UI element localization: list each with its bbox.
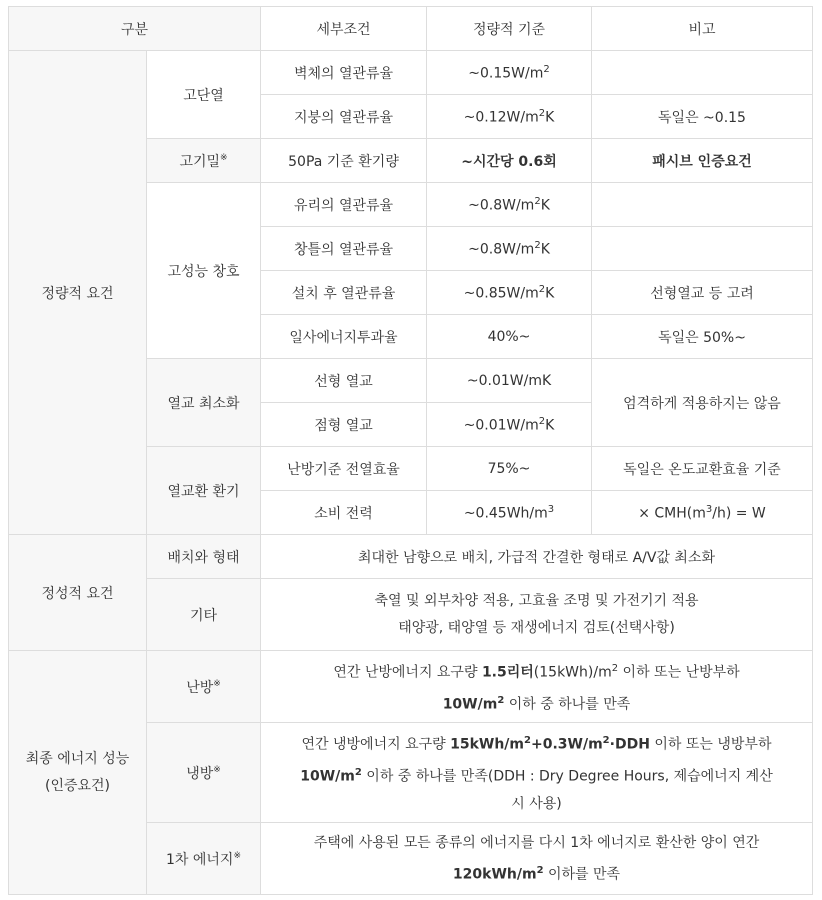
note-frame — [592, 227, 813, 271]
note-roof: 독일은 ~0.15 — [592, 95, 813, 139]
passive-house-criteria-table — [8, 6, 813, 895]
note-install: 선형열교 등 고려 — [592, 271, 813, 315]
cond-point: 점형 열교 — [261, 403, 427, 447]
sub-ventilation: 열교환 환기 — [147, 447, 261, 535]
cond-frame: 창틀의 열관류율 — [261, 227, 427, 271]
note-eff: 독일은 온도교환효율 기준 — [592, 447, 813, 491]
crit-wall: $\sim 0.15W/m^2$ — [427, 51, 592, 95]
note-glass — [592, 183, 813, 227]
cond-wall: 벽체의 열관류율 — [261, 51, 427, 95]
sub-heating: 난방※ — [147, 651, 261, 723]
primary-text: 주택에 사용된 모든 종류의 에너지를 다시 1차 에너지로 환산한 양이 연간 $120kWh/m^2$ 이하를 만족 — [261, 823, 813, 895]
etc-text: 축열 및 외부차양 적용, 고효율 조명 및 가전기기 적용 태양광, 태양열 등 재생에너지 검토(선택사항) — [261, 579, 813, 651]
note-power: × $CMH(m^3/h) = W$ — [592, 491, 813, 535]
cond-glass: 유리의 열관류율 — [261, 183, 427, 227]
table-row — [9, 51, 813, 95]
group-final: 최종 에너지 성능 (인증요건) — [9, 651, 147, 895]
crit-linear: ~0.01W/mK — [427, 359, 592, 403]
crit-air: ~시간당 0.6회 — [427, 139, 592, 183]
cond-air: 50Pa 기준 환기량 — [261, 139, 427, 183]
note-air: 패시브 인증요건 — [592, 139, 813, 183]
note-solar: 독일은 50%~ — [592, 315, 813, 359]
sub-primary: 1차 에너지※ — [147, 823, 261, 895]
sub-layout: 배치와 형태 — [147, 535, 261, 579]
crit-eff: 75%~ — [427, 447, 592, 491]
sub-insulation: 고단열 — [147, 51, 261, 139]
header-row — [9, 7, 813, 51]
sub-bridge: 열교 최소화 — [147, 359, 261, 447]
crit-glass: $\sim 0.8W/m^2K$ — [427, 183, 592, 227]
cond-power: 소비 전력 — [261, 491, 427, 535]
note-wall — [592, 51, 813, 95]
crit-power: $\sim 0.45Wh/m^3$ — [427, 491, 592, 535]
crit-install: $\sim 0.85W/m^2K$ — [427, 271, 592, 315]
crit-point: $\sim 0.01W/m^2K$ — [427, 403, 592, 447]
header-category: 구분 — [9, 7, 261, 51]
crit-frame: $\sim 0.8W/m^2K$ — [427, 227, 592, 271]
sub-window: 고성능 창호 — [147, 183, 261, 359]
cond-roof: 지붕의 열관류율 — [261, 95, 427, 139]
sub-etc: 기타 — [147, 579, 261, 651]
heating-text: 연간 난방에너지 요구량 1.5리터$(15kWh)/m^2$ 이하 또는 난방부하 $10W/m^2$ 이하 중 하나를 만족 — [261, 651, 813, 723]
sub-cooling: 냉방※ — [147, 723, 261, 823]
cooling-text: 연간 냉방에너지 요구량 $15kWh/m^2+0.3W/m^2\cdot DDH$ 이하 또는 냉방부하 $10W/m^2$ 이하 중 하나를 만족(DDH : Dry Degree Hours, 제습에너지 계산 시 사용) — [261, 723, 813, 823]
header-condition: 세부조건 — [261, 7, 427, 51]
crit-solar: 40%~ — [427, 315, 592, 359]
table-row — [9, 651, 813, 723]
cond-solar: 일사에너지투과율 — [261, 315, 427, 359]
layout-text: 최대한 남향으로 배치, 가급적 간결한 형태로 A/V값 최소화 — [261, 535, 813, 579]
table-row — [9, 535, 813, 579]
header-criterion: 정량적 기준 — [427, 7, 592, 51]
cond-eff: 난방기준 전열효율 — [261, 447, 427, 491]
cond-linear: 선형 열교 — [261, 359, 427, 403]
group-quantitative: 정량적 요건 — [9, 51, 147, 535]
note-bridge: 엄격하게 적용하지는 않음 — [592, 359, 813, 447]
header-note: 비고 — [592, 7, 813, 51]
group-qualitative: 정성적 요건 — [9, 535, 147, 651]
cond-install: 설치 후 열관류율 — [261, 271, 427, 315]
crit-roof: $\sim 0.12W/m^2K$ — [427, 95, 592, 139]
sub-airtight: 고기밀※ — [147, 139, 261, 183]
